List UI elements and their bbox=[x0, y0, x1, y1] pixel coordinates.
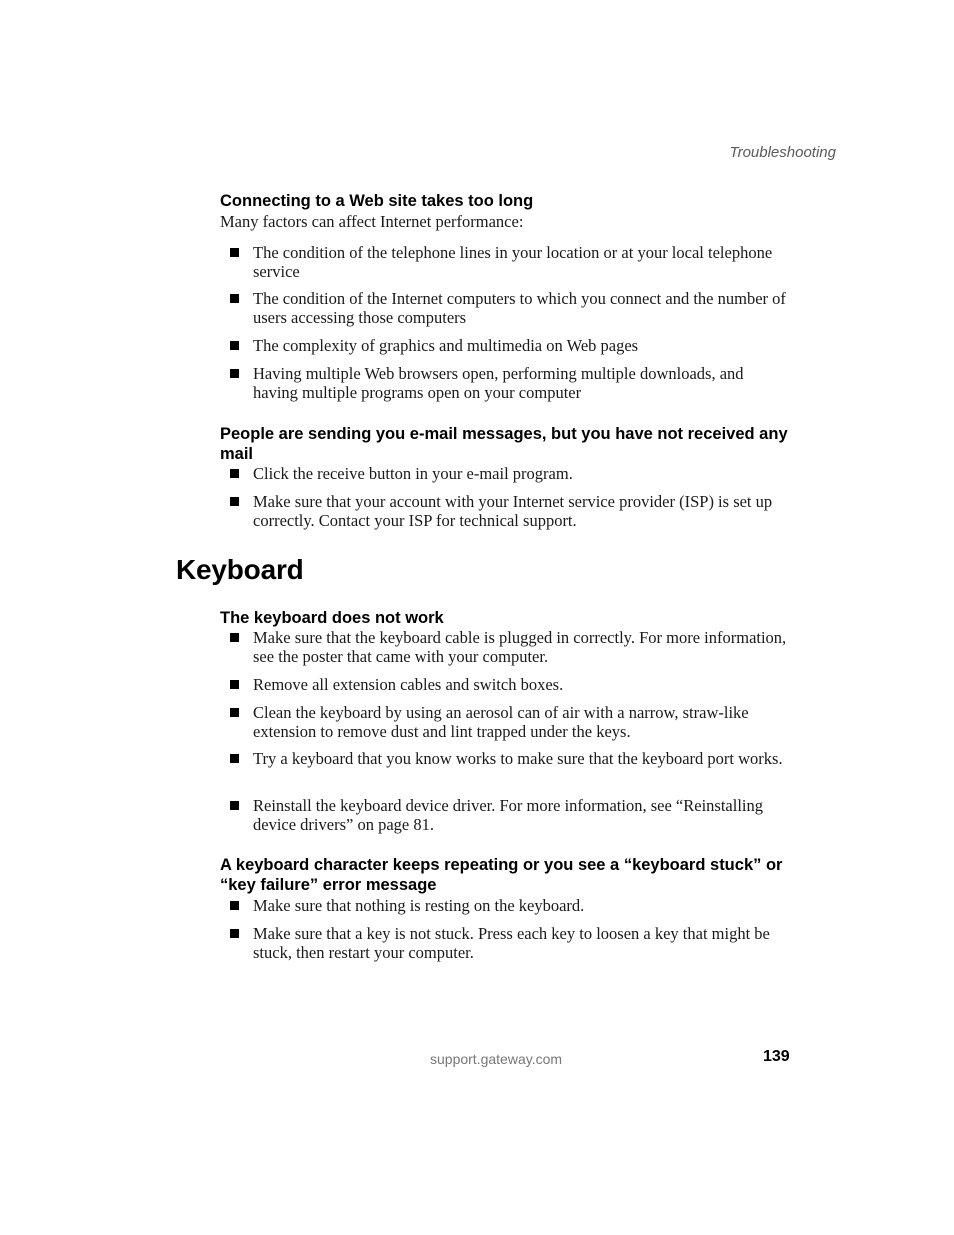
list-item-text: Reinstall the keyboard device driver. For more information, see “Reinstalling device drivers” on page 81. bbox=[253, 796, 763, 834]
section-heading-web-site: Connecting to a Web site takes too long bbox=[220, 192, 534, 210]
list-item bbox=[230, 243, 792, 281]
bullet-icon bbox=[230, 901, 239, 910]
bullet-icon bbox=[230, 708, 239, 717]
bullet-icon bbox=[230, 369, 239, 378]
list-item-text: Make sure that nothing is resting on the keyboard. bbox=[253, 896, 585, 915]
bullet-icon bbox=[230, 633, 239, 642]
bullet-icon bbox=[230, 801, 239, 810]
list-item bbox=[230, 924, 792, 962]
bullet-icon bbox=[230, 248, 239, 257]
list-item-text: Make sure that the keyboard cable is plugged in correctly. For more information, see the poster that came with your computer. bbox=[253, 628, 787, 666]
list-item-text: The complexity of graphics and multimedia on Web pages bbox=[253, 336, 639, 355]
list-item-text: Remove all extension cables and switch boxes. bbox=[253, 675, 564, 694]
section-intro: Many factors can affect Internet performance: bbox=[220, 212, 524, 231]
list-item bbox=[230, 675, 792, 694]
section-heading-keyboard-not-work: The keyboard does not work bbox=[220, 609, 444, 627]
bullet-icon bbox=[230, 341, 239, 350]
bullet-icon bbox=[230, 469, 239, 478]
bullet-icon bbox=[230, 680, 239, 689]
bullet-icon bbox=[230, 929, 239, 938]
list-item bbox=[230, 464, 792, 483]
list-item-text: The condition of the telephone lines in your location or at your local telephone service bbox=[253, 243, 773, 281]
list-item bbox=[230, 492, 792, 530]
list-item-text: Try a keyboard that you know works to make sure that the keyboard port works. bbox=[253, 749, 783, 768]
list-item bbox=[230, 289, 792, 327]
list-item bbox=[230, 703, 792, 741]
bullet-icon bbox=[230, 497, 239, 506]
bullet-icon bbox=[230, 754, 239, 763]
list-item bbox=[230, 628, 792, 666]
list-item-text: Make sure that a key is not stuck. Press each key to loosen a key that might be stuck, then restart your computer. bbox=[253, 924, 770, 962]
section-title-keyboard: Keyboard bbox=[176, 554, 304, 585]
list-item-text: Click the receive button in your e-mail program. bbox=[253, 464, 573, 483]
list-item bbox=[230, 796, 792, 834]
bullet-icon bbox=[230, 294, 239, 303]
footer-url: support.gateway.com bbox=[430, 1051, 563, 1067]
list-item-text: Clean the keyboard by using an aerosol can of air with a narrow, straw-like extension to remove dust and lint trapped under the keys. bbox=[253, 703, 749, 741]
list-item bbox=[230, 749, 792, 768]
page-number: 139 bbox=[763, 1048, 790, 1065]
list-item-text: The condition of the Internet computers to which you connect and the number of users accessing those computers bbox=[253, 289, 786, 327]
running-header: Troubleshooting bbox=[729, 144, 836, 161]
list-item bbox=[230, 896, 792, 915]
list-item-text: Having multiple Web browsers open, performing multiple downloads, and having multiple programs open on your computer bbox=[253, 364, 744, 402]
section-heading-email: People are sending you e-mail messages, but you have not received any mail bbox=[220, 425, 788, 463]
list-item-text: Make sure that your account with your Internet service provider (ISP) is set up correctly. Contact your ISP for technical support. bbox=[253, 492, 773, 530]
section-heading-key-repeating: A keyboard character keeps repeating or you see a “keyboard stuck” or “key failure” error message bbox=[220, 856, 783, 894]
list-item bbox=[230, 364, 792, 402]
list-item bbox=[230, 336, 792, 355]
